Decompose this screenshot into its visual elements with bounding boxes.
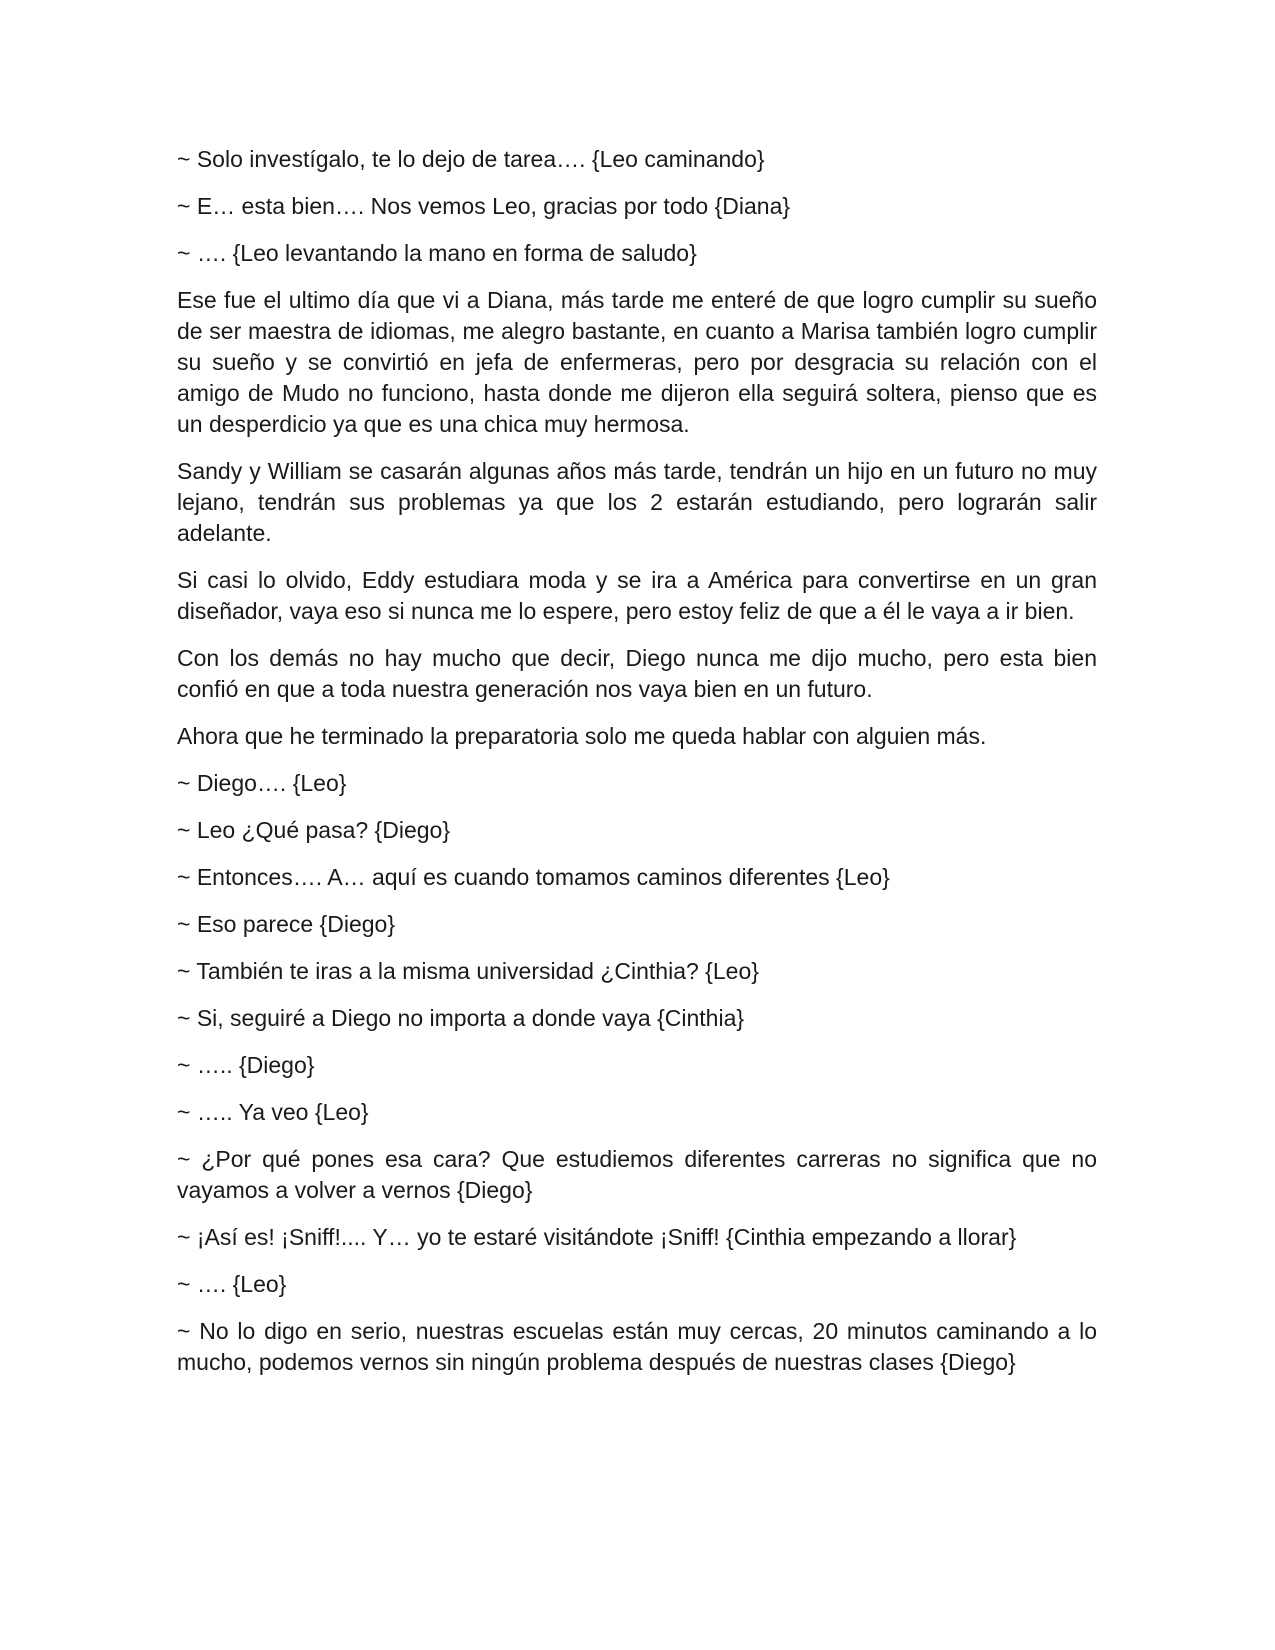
paragraph: ~ Eso parece {Diego} [177,911,396,937]
paragraph: Sandy y William se casarán algunas años más tarde, tendrán un hijo en un futuro no muy lejano, tendrán sus problemas ya que los 2 estarán estudiando, pero lograrán salir adelante. [177,458,1097,546]
paragraph: Ese fue el ultimo día que vi a Diana, más tarde me enteré de que logro cumplir su sueño de ser maestra de idiomas, me alegro bastante, en cuanto a Marisa también logro cumplir su sueño y se convirtió en jefa de enfermeras, pero por desgracia su relación con el amigo de Mudo no funciono, hasta donde me dijeron ella seguirá soltera, pienso que es un desperdicio ya que es una chica muy hermosa. [177,287,1097,437]
paragraph: ~ Leo ¿Qué pasa? {Diego} [177,817,451,843]
paragraph: ~ También te iras a la misma universidad ¿Cinthia? {Leo} [177,958,759,984]
paragraph: ~ ¿Por qué pones esa cara? Que estudiemos diferentes carreras no significa que no vayamos a volver a vernos {Diego} [177,1146,1097,1203]
paragraph: ~ Solo investígalo, te lo dejo de tarea…. {Leo caminando} [177,146,765,172]
paragraph: ~ ¡Así es! ¡Sniff!.... Y… yo te estaré visitándote ¡Sniff! {Cinthia empezando a llorar} [177,1224,1017,1250]
paragraph: ~ …. {Leo} [177,1271,287,1297]
paragraph: ~ E… esta bien…. Nos vemos Leo, gracias por todo {Diana} [177,193,791,219]
paragraph: ~ ….. {Diego} [177,1052,315,1078]
document-page [177,144,1097,1394]
paragraph: ~ Diego…. {Leo} [177,770,347,796]
paragraph: ~ …. {Leo levantando la mano en forma de saludo} [177,240,697,266]
paragraph: ~ Entonces…. A… aquí es cuando tomamos caminos diferentes {Leo} [177,864,890,890]
paragraph: ~ ….. Ya veo {Leo} [177,1099,369,1125]
paragraph: ~ No lo digo en serio, nuestras escuelas están muy cercas, 20 minutos caminando a lo mucho, podemos vernos sin ningún problema después de nuestras clases {Diego} [177,1318,1097,1375]
paragraph: Con los demás no hay mucho que decir, Diego nunca me dijo mucho, pero esta bien confió en que a toda nuestra generación nos vaya bien en un futuro. [177,645,1097,702]
paragraph: Si casi lo olvido, Eddy estudiara moda y se ira a América para convertirse en un gran diseñador, vaya eso si nunca me lo espere, pero estoy feliz de que a él le vaya a ir bien. [177,567,1097,624]
paragraph: ~ Si, seguiré a Diego no importa a donde vaya {Cinthia} [177,1005,745,1031]
paragraph: Ahora que he terminado la preparatoria solo me queda hablar con alguien más. [177,723,987,749]
